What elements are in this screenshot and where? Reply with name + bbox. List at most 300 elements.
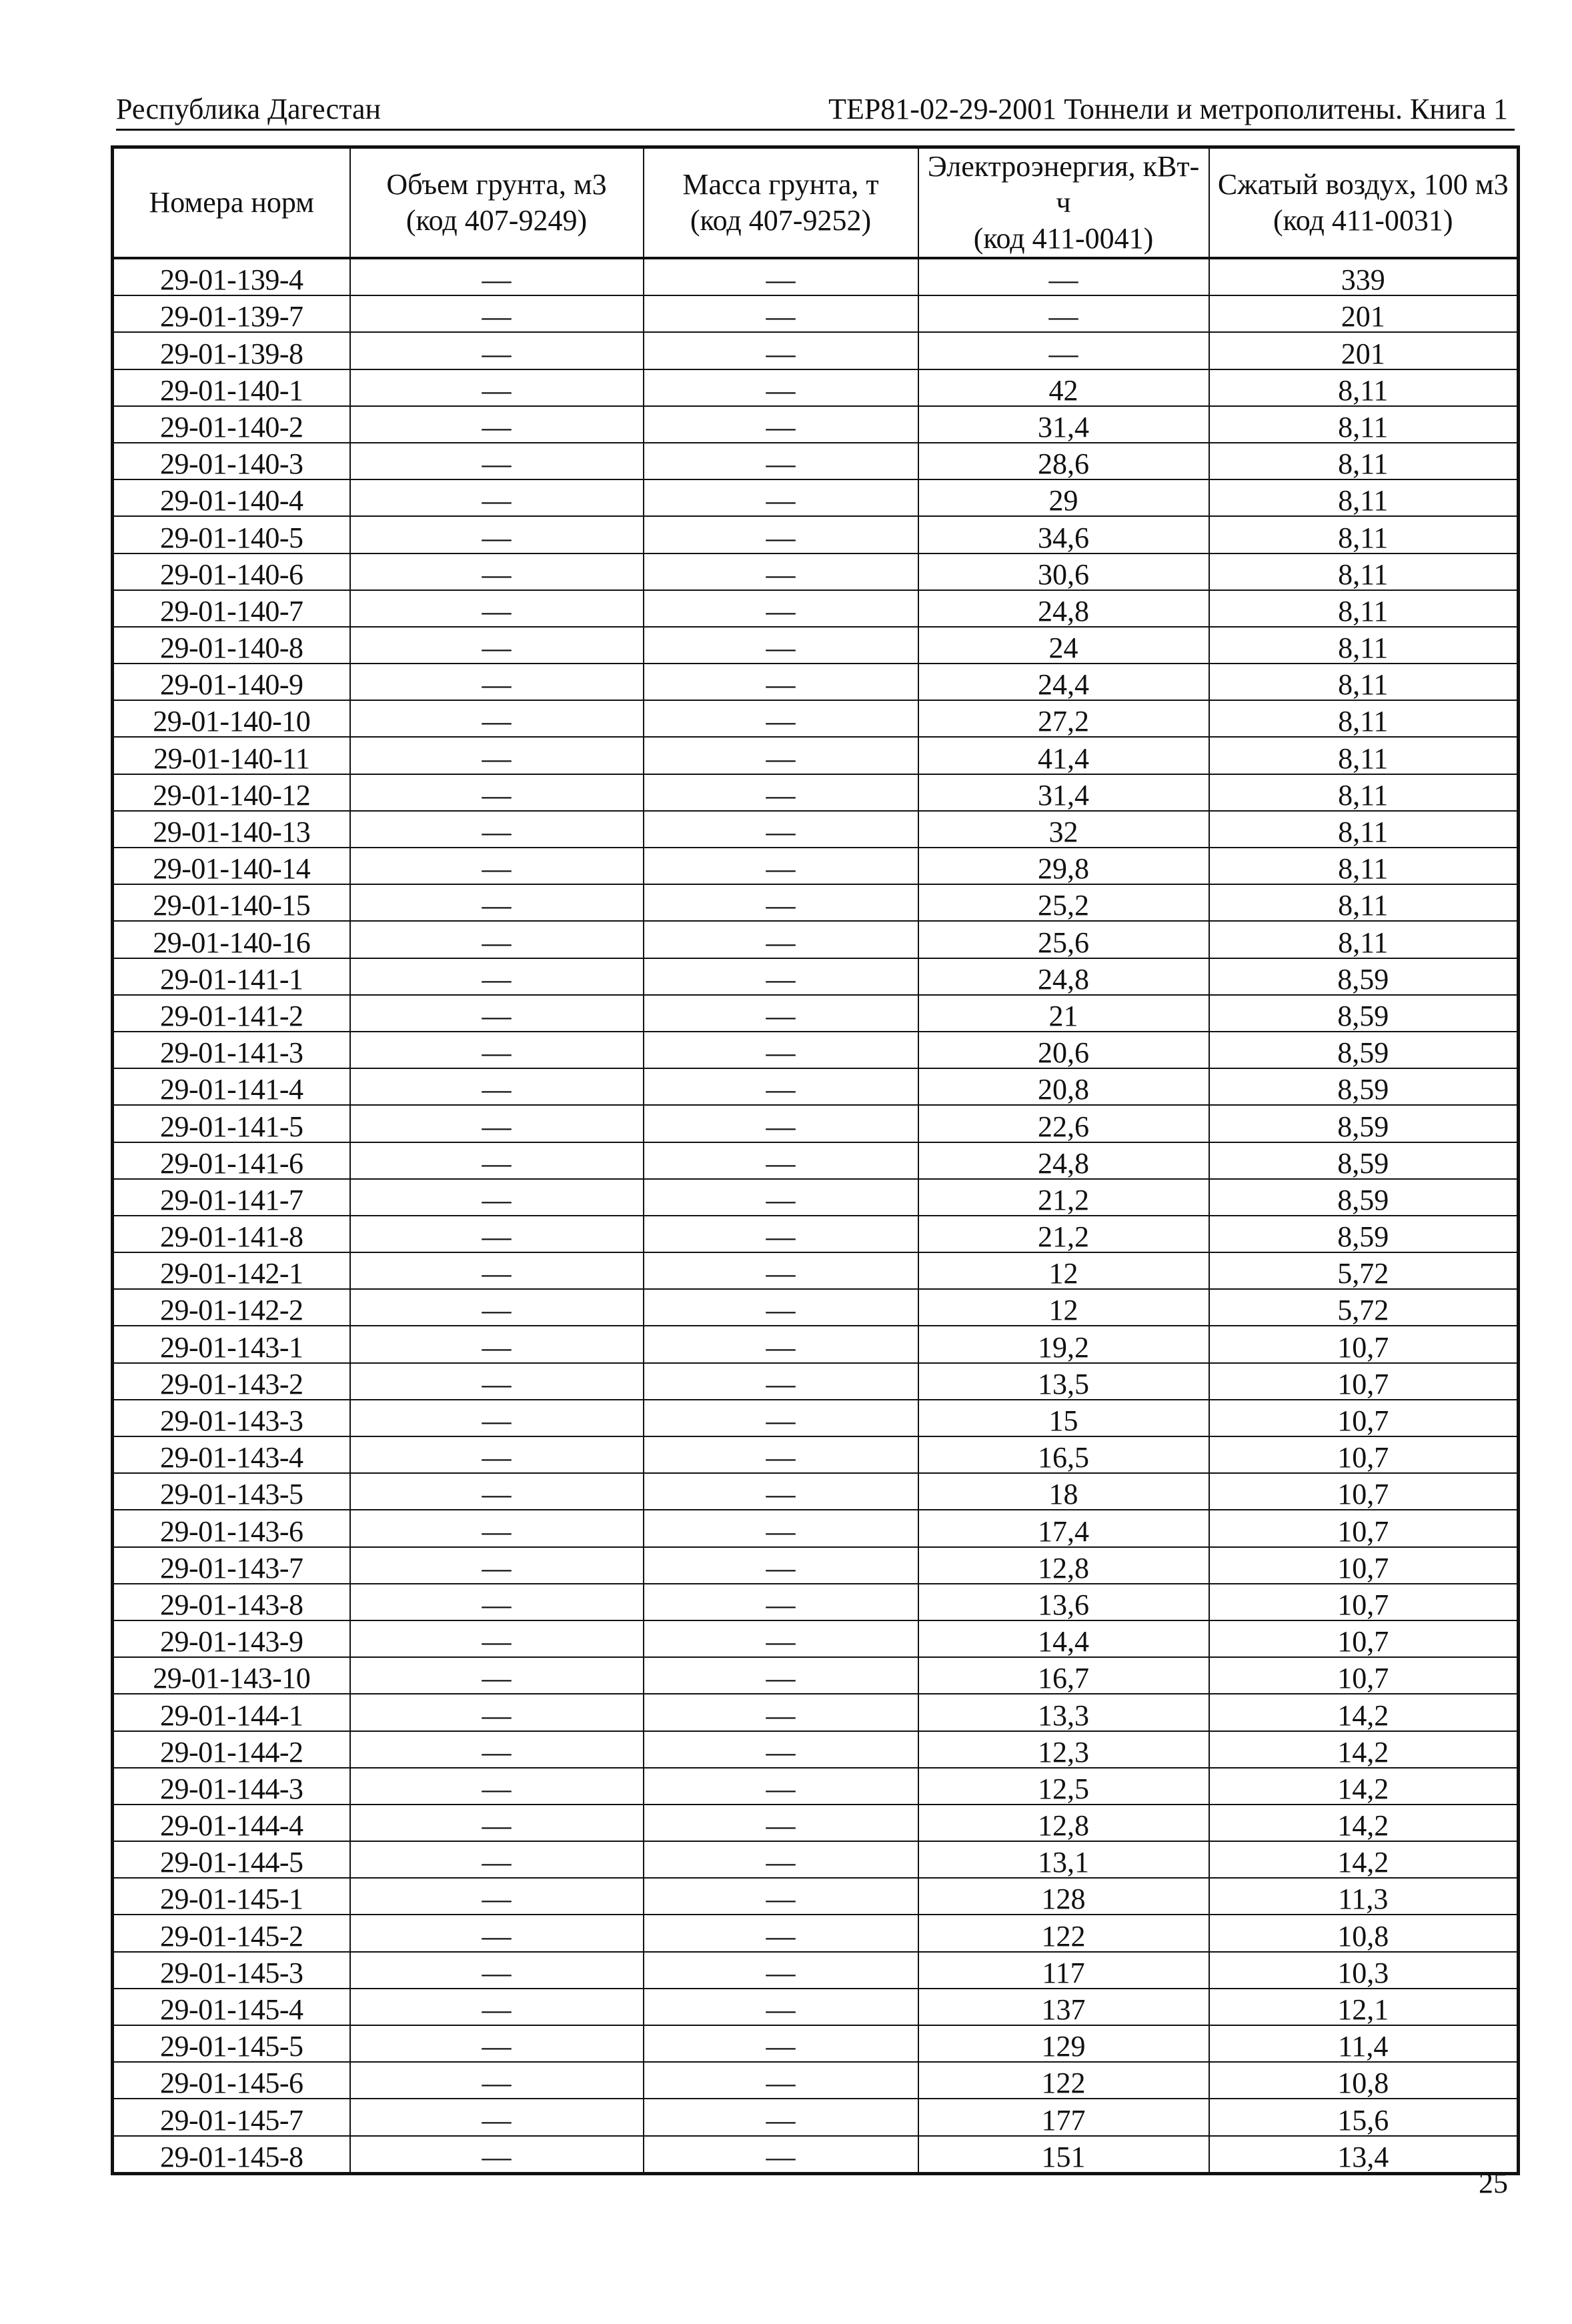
electricity-cell: 28,6 <box>918 443 1209 479</box>
soil-volume-cell: — <box>350 1142 644 1179</box>
compressed-air-cell: 12,1 <box>1209 1989 1519 2025</box>
table-row <box>113 1363 1519 1400</box>
soil-mass-cell: — <box>644 1473 918 1510</box>
norm-number-cell: 29-01-141-4 <box>113 1068 350 1105</box>
soil-volume-cell: — <box>350 1252 644 1289</box>
table-row <box>113 848 1519 884</box>
table-row <box>113 1179 1519 1216</box>
electricity-cell: 12,5 <box>918 1768 1209 1805</box>
soil-volume-cell: — <box>350 258 644 295</box>
compressed-air-cell: 8,11 <box>1209 516 1519 553</box>
norm-number-cell: 29-01-144-5 <box>113 1841 350 1878</box>
soil-volume-cell: — <box>350 1547 644 1584</box>
table-row <box>113 1436 1519 1473</box>
soil-volume-cell: — <box>350 1436 644 1473</box>
table-row <box>113 1657 1519 1694</box>
header-region: Республика Дагестан <box>116 93 381 125</box>
electricity-cell: — <box>918 258 1209 295</box>
table-row <box>113 774 1519 811</box>
electricity-cell: 24,8 <box>918 958 1209 995</box>
compressed-air-cell: 10,7 <box>1209 1657 1519 1694</box>
table-row <box>113 369 1519 406</box>
electricity-cell: 32 <box>918 811 1209 848</box>
compressed-air-cell: 8,59 <box>1209 1142 1519 1179</box>
soil-mass-cell: — <box>644 2062 918 2099</box>
soil-volume-cell: — <box>350 1768 644 1805</box>
compressed-air-cell: 14,2 <box>1209 1731 1519 1768</box>
soil-volume-cell: — <box>350 1584 644 1620</box>
soil-mass-cell: — <box>644 1731 918 1768</box>
soil-mass-cell: — <box>644 1657 918 1694</box>
compressed-air-cell: 8,11 <box>1209 627 1519 664</box>
electricity-cell: 42 <box>918 369 1209 406</box>
table-row <box>113 1142 1519 1179</box>
electricity-cell: 13,1 <box>918 1841 1209 1878</box>
table-row <box>113 2025 1519 2062</box>
norm-number-cell: 29-01-143-9 <box>113 1620 350 1657</box>
soil-mass-cell: — <box>644 1363 918 1400</box>
compressed-air-cell: 15,6 <box>1209 2099 1519 2135</box>
table-row <box>113 884 1519 921</box>
soil-volume-cell: — <box>350 1731 644 1768</box>
table-row <box>113 516 1519 553</box>
electricity-cell: 122 <box>918 2062 1209 2099</box>
compressed-air-cell: 14,2 <box>1209 1805 1519 1841</box>
compressed-air-cell: 8,11 <box>1209 848 1519 884</box>
table-row <box>113 995 1519 1032</box>
electricity-cell: 24,8 <box>918 590 1209 627</box>
table-row <box>113 443 1519 479</box>
norm-number-cell: 29-01-143-1 <box>113 1326 350 1362</box>
table-header-row <box>113 147 1519 259</box>
electricity-cell: 22,6 <box>918 1105 1209 1142</box>
norm-number-cell: 29-01-143-7 <box>113 1547 350 1584</box>
soil-mass-cell: — <box>644 1878 918 1915</box>
electricity-cell: 12,8 <box>918 1805 1209 1841</box>
soil-mass-cell: — <box>644 995 918 1032</box>
compressed-air-cell: 8,11 <box>1209 369 1519 406</box>
table-row <box>113 1768 1519 1805</box>
soil-volume-cell: — <box>350 332 644 369</box>
soil-volume-cell: — <box>350 774 644 811</box>
compressed-air-cell: 8,11 <box>1209 774 1519 811</box>
norm-number-cell: 29-01-143-4 <box>113 1436 350 1473</box>
electricity-cell: 13,3 <box>918 1694 1209 1730</box>
table-row <box>113 406 1519 443</box>
soil-mass-cell: — <box>644 1326 918 1362</box>
table-row <box>113 553 1519 590</box>
table-row <box>113 1841 1519 1878</box>
table-row <box>113 1989 1519 2025</box>
soil-mass-cell: — <box>644 1436 918 1473</box>
table-row <box>113 700 1519 737</box>
norm-number-cell: 29-01-145-2 <box>113 1915 350 1951</box>
soil-volume-cell: — <box>350 958 644 995</box>
soil-mass-cell: — <box>644 1400 918 1436</box>
electricity-cell: 20,8 <box>918 1068 1209 1105</box>
norm-number-cell: 29-01-139-7 <box>113 295 350 332</box>
soil-mass-cell: — <box>644 1620 918 1657</box>
soil-mass-cell: — <box>644 1841 918 1878</box>
electricity-cell: — <box>918 295 1209 332</box>
norm-number-cell: 29-01-140-10 <box>113 700 350 737</box>
column-header-norm-numbers: Номера норм <box>113 147 350 259</box>
table-row <box>113 811 1519 848</box>
soil-mass-cell: — <box>644 2099 918 2135</box>
compressed-air-cell: 5,72 <box>1209 1289 1519 1326</box>
electricity-cell: 151 <box>918 2136 1209 2174</box>
table-row <box>113 1252 1519 1289</box>
compressed-air-cell: 8,59 <box>1209 1216 1519 1252</box>
compressed-air-cell: 14,2 <box>1209 1694 1519 1730</box>
electricity-cell: 41,4 <box>918 737 1209 774</box>
norm-number-cell: 29-01-141-1 <box>113 958 350 995</box>
norm-number-cell: 29-01-144-1 <box>113 1694 350 1730</box>
norm-number-cell: 29-01-139-8 <box>113 332 350 369</box>
soil-mass-cell: — <box>644 553 918 590</box>
norms-table <box>111 145 1520 2175</box>
soil-mass-cell: — <box>644 1032 918 1068</box>
norm-number-cell: 29-01-141-3 <box>113 1032 350 1068</box>
compressed-air-cell: 201 <box>1209 295 1519 332</box>
table-row <box>113 921 1519 958</box>
electricity-cell: 30,6 <box>918 553 1209 590</box>
compressed-air-cell: 10,7 <box>1209 1473 1519 1510</box>
soil-volume-cell: — <box>350 516 644 553</box>
norm-number-cell: 29-01-140-15 <box>113 884 350 921</box>
table-row <box>113 1584 1519 1620</box>
electricity-cell: 12,8 <box>918 1547 1209 1584</box>
soil-mass-cell: — <box>644 258 918 295</box>
compressed-air-cell: 10,8 <box>1209 1915 1519 1951</box>
norm-number-cell: 29-01-140-12 <box>113 774 350 811</box>
soil-mass-cell: — <box>644 1694 918 1730</box>
table-row <box>113 332 1519 369</box>
norm-number-cell: 29-01-142-2 <box>113 1289 350 1326</box>
soil-volume-cell: — <box>350 1510 644 1546</box>
norm-number-cell: 29-01-140-4 <box>113 479 350 516</box>
table-row <box>113 1731 1519 1768</box>
soil-mass-cell: — <box>644 884 918 921</box>
soil-volume-cell: — <box>350 1289 644 1326</box>
soil-mass-cell: — <box>644 1584 918 1620</box>
table-row <box>113 958 1519 995</box>
electricity-cell: 21,2 <box>918 1216 1209 1252</box>
table-row <box>113 664 1519 700</box>
soil-volume-cell: — <box>350 627 644 664</box>
electricity-cell: 24,4 <box>918 664 1209 700</box>
header-divider <box>116 129 1515 131</box>
norm-number-cell: 29-01-143-8 <box>113 1584 350 1620</box>
norm-number-cell: 29-01-140-2 <box>113 406 350 443</box>
norm-number-cell: 29-01-143-10 <box>113 1657 350 1694</box>
compressed-air-cell: 14,2 <box>1209 1841 1519 1878</box>
soil-mass-cell: — <box>644 1216 918 1252</box>
table-row <box>113 1400 1519 1436</box>
table-row <box>113 1289 1519 1326</box>
table-row <box>113 1032 1519 1068</box>
compressed-air-cell: 10,7 <box>1209 1620 1519 1657</box>
table-row <box>113 737 1519 774</box>
soil-mass-cell: — <box>644 1068 918 1105</box>
soil-volume-cell: — <box>350 479 644 516</box>
electricity-cell: 29 <box>918 479 1209 516</box>
soil-mass-cell: — <box>644 443 918 479</box>
soil-volume-cell: — <box>350 406 644 443</box>
compressed-air-cell: 8,11 <box>1209 443 1519 479</box>
soil-mass-cell: — <box>644 1805 918 1841</box>
electricity-cell: 128 <box>918 1878 1209 1915</box>
compressed-air-cell: 5,72 <box>1209 1252 1519 1289</box>
norm-number-cell: 29-01-145-6 <box>113 2062 350 2099</box>
soil-volume-cell: — <box>350 884 644 921</box>
soil-mass-cell: — <box>644 590 918 627</box>
soil-volume-cell: — <box>350 2025 644 2062</box>
compressed-air-cell: 10,7 <box>1209 1547 1519 1584</box>
norm-number-cell: 29-01-141-2 <box>113 995 350 1032</box>
electricity-cell: 129 <box>918 2025 1209 2062</box>
soil-mass-cell: — <box>644 516 918 553</box>
norm-number-cell: 29-01-140-14 <box>113 848 350 884</box>
header-document-title: ТЕР81-02-29-2001 Тоннели и метрополитены. Книга 1 <box>828 93 1508 125</box>
electricity-cell: 18 <box>918 1473 1209 1510</box>
norm-number-cell: 29-01-143-6 <box>113 1510 350 1546</box>
soil-volume-cell: — <box>350 1989 644 2025</box>
soil-mass-cell: — <box>644 369 918 406</box>
soil-volume-cell: — <box>350 664 644 700</box>
soil-mass-cell: — <box>644 958 918 995</box>
norm-number-cell: 29-01-140-9 <box>113 664 350 700</box>
soil-volume-cell: — <box>350 848 644 884</box>
table-row <box>113 1510 1519 1546</box>
electricity-cell: 29,8 <box>918 848 1209 884</box>
compressed-air-cell: 10,7 <box>1209 1400 1519 1436</box>
electricity-cell: 17,4 <box>918 1510 1209 1546</box>
electricity-cell: 13,6 <box>918 1584 1209 1620</box>
soil-mass-cell: — <box>644 737 918 774</box>
norm-number-cell: 29-01-140-6 <box>113 553 350 590</box>
compressed-air-cell: 8,59 <box>1209 995 1519 1032</box>
soil-volume-cell: — <box>350 369 644 406</box>
soil-volume-cell: — <box>350 1694 644 1730</box>
soil-volume-cell: — <box>350 1473 644 1510</box>
soil-volume-cell: — <box>350 1878 644 1915</box>
table-row <box>113 258 1519 295</box>
soil-volume-cell: — <box>350 2062 644 2099</box>
soil-volume-cell: — <box>350 2136 644 2174</box>
norm-number-cell: 29-01-141-8 <box>113 1216 350 1252</box>
compressed-air-cell: 10,7 <box>1209 1436 1519 1473</box>
soil-mass-cell: — <box>644 1105 918 1142</box>
table-row <box>113 1805 1519 1841</box>
compressed-air-cell: 8,11 <box>1209 590 1519 627</box>
soil-volume-cell: — <box>350 2099 644 2135</box>
norm-number-cell: 29-01-140-5 <box>113 516 350 553</box>
norm-number-cell: 29-01-140-16 <box>113 921 350 958</box>
compressed-air-cell: 201 <box>1209 332 1519 369</box>
compressed-air-cell: 8,11 <box>1209 700 1519 737</box>
electricity-cell: 117 <box>918 1952 1209 1989</box>
compressed-air-cell: 8,11 <box>1209 921 1519 958</box>
table-row <box>113 1216 1519 1252</box>
soil-mass-cell: — <box>644 664 918 700</box>
compressed-air-cell: 8,59 <box>1209 958 1519 995</box>
table-row <box>113 2062 1519 2099</box>
soil-mass-cell: — <box>644 1989 918 2025</box>
column-header-soil-mass: Масса грунта, т (код 407-9252) <box>644 147 918 259</box>
electricity-cell: — <box>918 332 1209 369</box>
table-row <box>113 627 1519 664</box>
table-row <box>113 2136 1519 2174</box>
compressed-air-cell: 8,11 <box>1209 406 1519 443</box>
page-number: 25 <box>1479 2167 1508 2199</box>
electricity-cell: 16,7 <box>918 1657 1209 1694</box>
electricity-cell: 177 <box>918 2099 1209 2135</box>
soil-mass-cell: — <box>644 1768 918 1805</box>
compressed-air-cell: 8,11 <box>1209 811 1519 848</box>
soil-mass-cell: — <box>644 332 918 369</box>
electricity-cell: 12 <box>918 1289 1209 1326</box>
compressed-air-cell: 8,11 <box>1209 884 1519 921</box>
soil-volume-cell: — <box>350 1400 644 1436</box>
table-row <box>113 590 1519 627</box>
norm-number-cell: 29-01-142-1 <box>113 1252 350 1289</box>
electricity-cell: 34,6 <box>918 516 1209 553</box>
soil-mass-cell: — <box>644 479 918 516</box>
soil-volume-cell: — <box>350 1179 644 1216</box>
soil-volume-cell: — <box>350 553 644 590</box>
electricity-cell: 16,5 <box>918 1436 1209 1473</box>
electricity-cell: 122 <box>918 1915 1209 1951</box>
norm-number-cell: 29-01-144-2 <box>113 1731 350 1768</box>
soil-volume-cell: — <box>350 921 644 958</box>
column-header-electricity: Электроэнергия, кВт-ч (код 411-0041) <box>918 147 1209 259</box>
soil-mass-cell: — <box>644 2136 918 2174</box>
norm-number-cell: 29-01-140-11 <box>113 737 350 774</box>
norm-number-cell: 29-01-140-1 <box>113 369 350 406</box>
compressed-air-cell: 13,4 <box>1209 2136 1519 2174</box>
soil-volume-cell: — <box>350 1952 644 1989</box>
electricity-cell: 27,2 <box>918 700 1209 737</box>
electricity-cell: 21 <box>918 995 1209 1032</box>
soil-volume-cell: — <box>350 811 644 848</box>
soil-mass-cell: — <box>644 1547 918 1584</box>
compressed-air-cell: 8,59 <box>1209 1068 1519 1105</box>
electricity-cell: 31,4 <box>918 406 1209 443</box>
norm-number-cell: 29-01-141-5 <box>113 1105 350 1142</box>
norm-number-cell: 29-01-140-8 <box>113 627 350 664</box>
soil-volume-cell: — <box>350 1915 644 1951</box>
norm-number-cell: 29-01-144-3 <box>113 1768 350 1805</box>
table-row <box>113 1068 1519 1105</box>
electricity-cell: 15 <box>918 1400 1209 1436</box>
compressed-air-cell: 8,11 <box>1209 664 1519 700</box>
compressed-air-cell: 8,11 <box>1209 737 1519 774</box>
compressed-air-cell: 8,59 <box>1209 1179 1519 1216</box>
soil-mass-cell: — <box>644 921 918 958</box>
soil-volume-cell: — <box>350 1216 644 1252</box>
soil-volume-cell: — <box>350 1657 644 1694</box>
soil-mass-cell: — <box>644 295 918 332</box>
electricity-cell: 24 <box>918 627 1209 664</box>
electricity-cell: 19,2 <box>918 1326 1209 1362</box>
electricity-cell: 24,8 <box>918 1142 1209 1179</box>
compressed-air-cell: 10,7 <box>1209 1584 1519 1620</box>
norm-number-cell: 29-01-143-3 <box>113 1400 350 1436</box>
compressed-air-cell: 8,11 <box>1209 479 1519 516</box>
table-row <box>113 1326 1519 1362</box>
table-row <box>113 1952 1519 1989</box>
soil-volume-cell: — <box>350 995 644 1032</box>
electricity-cell: 14,4 <box>918 1620 1209 1657</box>
norm-number-cell: 29-01-140-3 <box>113 443 350 479</box>
soil-mass-cell: — <box>644 627 918 664</box>
compressed-air-cell: 11,3 <box>1209 1878 1519 1915</box>
electricity-cell: 25,2 <box>918 884 1209 921</box>
soil-volume-cell: — <box>350 1326 644 1362</box>
norm-number-cell: 29-01-140-7 <box>113 590 350 627</box>
electricity-cell: 13,5 <box>918 1363 1209 1400</box>
column-header-soil-volume: Объем грунта, м3 (код 407-9249) <box>350 147 644 259</box>
electricity-cell: 12,3 <box>918 1731 1209 1768</box>
norm-number-cell: 29-01-143-2 <box>113 1363 350 1400</box>
compressed-air-cell: 8,11 <box>1209 553 1519 590</box>
norm-number-cell: 29-01-139-4 <box>113 258 350 295</box>
compressed-air-cell: 8,59 <box>1209 1032 1519 1068</box>
table-row <box>113 295 1519 332</box>
norm-number-cell: 29-01-145-4 <box>113 1989 350 2025</box>
soil-mass-cell: — <box>644 1915 918 1951</box>
compressed-air-cell: 8,59 <box>1209 1105 1519 1142</box>
soil-mass-cell: — <box>644 1142 918 1179</box>
electricity-cell: 21,2 <box>918 1179 1209 1216</box>
electricity-cell: 31,4 <box>918 774 1209 811</box>
compressed-air-cell: 10,3 <box>1209 1952 1519 1989</box>
soil-volume-cell: — <box>350 1841 644 1878</box>
soil-volume-cell: — <box>350 443 644 479</box>
soil-mass-cell: — <box>644 1952 918 1989</box>
soil-volume-cell: — <box>350 1805 644 1841</box>
table-row <box>113 479 1519 516</box>
table-row <box>113 1878 1519 1915</box>
soil-volume-cell: — <box>350 737 644 774</box>
electricity-cell: 12 <box>918 1252 1209 1289</box>
soil-volume-cell: — <box>350 295 644 332</box>
soil-mass-cell: — <box>644 774 918 811</box>
norm-number-cell: 29-01-145-5 <box>113 2025 350 2062</box>
soil-mass-cell: — <box>644 848 918 884</box>
norm-number-cell: 29-01-140-13 <box>113 811 350 848</box>
norm-number-cell: 29-01-141-6 <box>113 1142 350 1179</box>
table-body <box>113 258 1519 2173</box>
soil-volume-cell: — <box>350 700 644 737</box>
soil-mass-cell: — <box>644 406 918 443</box>
compressed-air-cell: 10,7 <box>1209 1363 1519 1400</box>
norm-number-cell: 29-01-145-7 <box>113 2099 350 2135</box>
table-row <box>113 1105 1519 1142</box>
compressed-air-cell: 10,7 <box>1209 1510 1519 1546</box>
compressed-air-cell: 10,7 <box>1209 1326 1519 1362</box>
norm-number-cell: 29-01-145-3 <box>113 1952 350 1989</box>
soil-mass-cell: — <box>644 1179 918 1216</box>
norm-number-cell: 29-01-145-1 <box>113 1878 350 1915</box>
soil-volume-cell: — <box>350 590 644 627</box>
soil-mass-cell: — <box>644 1510 918 1546</box>
soil-mass-cell: — <box>644 1252 918 1289</box>
compressed-air-cell: 339 <box>1209 258 1519 295</box>
electricity-cell: 20,6 <box>918 1032 1209 1068</box>
electricity-cell: 25,6 <box>918 921 1209 958</box>
